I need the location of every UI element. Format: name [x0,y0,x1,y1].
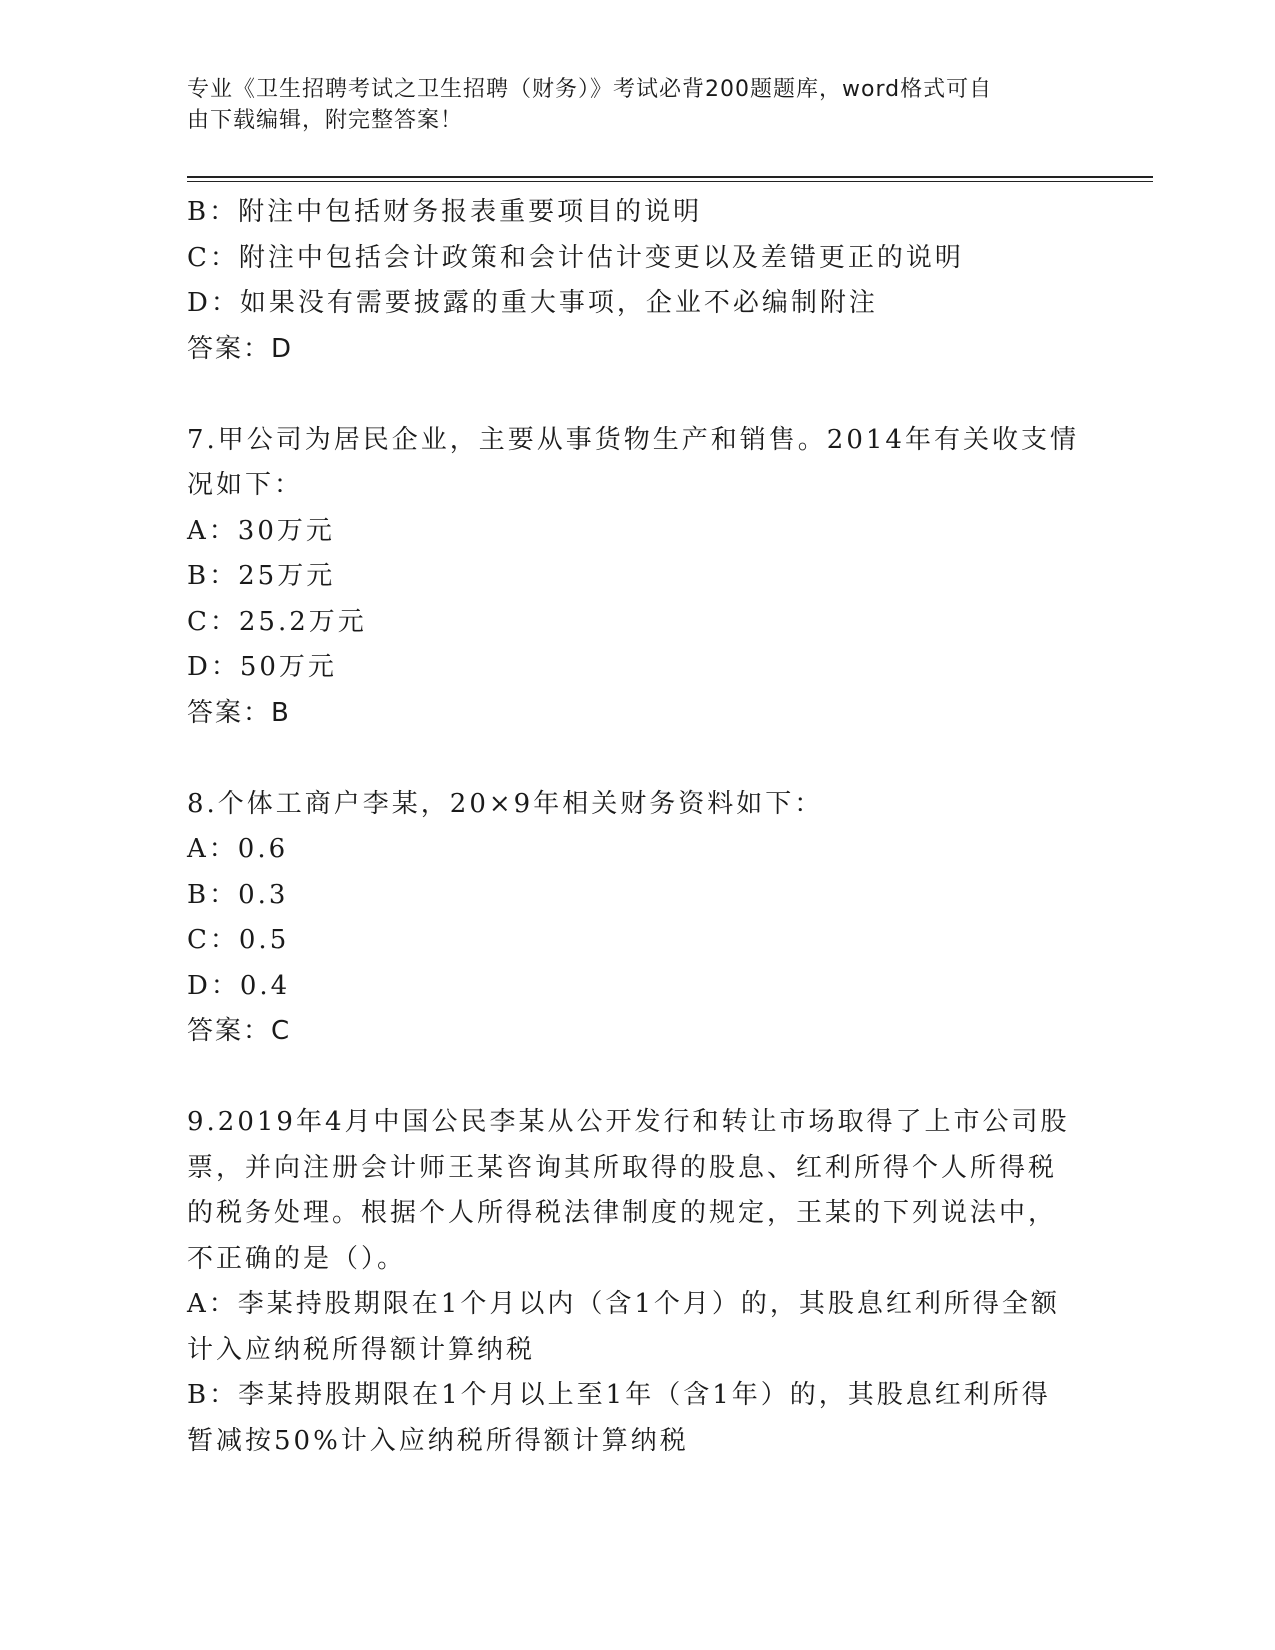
question-6-tail [187,190,1087,372]
question-7 [187,418,1087,737]
question-stem-line: 不正确的是（）。 [187,1243,407,1274]
option-c: C：0.5 [187,925,290,955]
header-title-line-1: 专业《卫生招聘考试之卫生招聘（财务）》考试必背200题题库，word格式可自 [187,77,993,102]
question-stem-line: 的税务处理。根据个人所得税法律制度的规定，王某的下列说法中， [187,1198,1058,1228]
spacer [187,1055,1087,1101]
spacer [187,372,1087,418]
question-9 [187,1100,1087,1464]
answer: 答案：B [187,697,291,728]
option-c: C：25.2万元 [187,606,367,637]
option-d: D：如果没有需要披露的重大事项，企业不必编制附注 [187,288,878,318]
question-stem-line: 9.2019年4月中国公民李某从公开发行和转让市场取得了上市公司股 [187,1107,1070,1137]
option-b: B：25万元 [187,561,336,591]
question-stem-line: 7.甲公司为居民企业，主要从事货物生产和销售。2014年有关收支情 [187,424,1079,455]
option-a: A：李某持股期限在1个月以内（含1个月）的，其股息红利所得全额 [187,1289,1060,1319]
answer: 答案：C [187,1016,292,1046]
document-header [187,74,1067,136]
option-c: C：附注中包括会计政策和会计估计变更以及差错更正的说明 [187,242,964,273]
option-b-continued: 暂减按50%计入应纳税所得额计算纳税 [187,1425,689,1456]
header-divider-thick [187,176,1153,178]
option-a-continued: 计入应纳税所得额计算纳税 [187,1334,536,1365]
question-stem-line: 票，并向注册会计师王某咨询其所取得的股息、红利所得个人所得税 [187,1152,1058,1183]
question-stem-line: 况如下： [187,470,304,500]
question-stem-line: 8.个体工商户李某，20×9年相关财务资料如下： [187,788,824,819]
header-title-line-2: 由下载编辑，附完整答案！ [187,108,464,133]
spacer [187,736,1087,782]
question-8 [187,782,1087,1055]
option-b: B：附注中包括财务报表重要项目的说明 [187,197,703,227]
header-divider-thin [187,181,1153,182]
option-b: B：李某持股期限在1个月以上至1年（含1年）的，其股息红利所得 [187,1380,1051,1410]
question-list [187,190,1087,1464]
option-a: A：0.6 [187,834,289,864]
option-d: D：50万元 [187,652,337,682]
answer: 答案：D [187,333,294,364]
option-d: D：0.4 [187,970,291,1001]
option-b: B：0.3 [187,879,289,910]
option-a: A：30万元 [187,515,335,546]
